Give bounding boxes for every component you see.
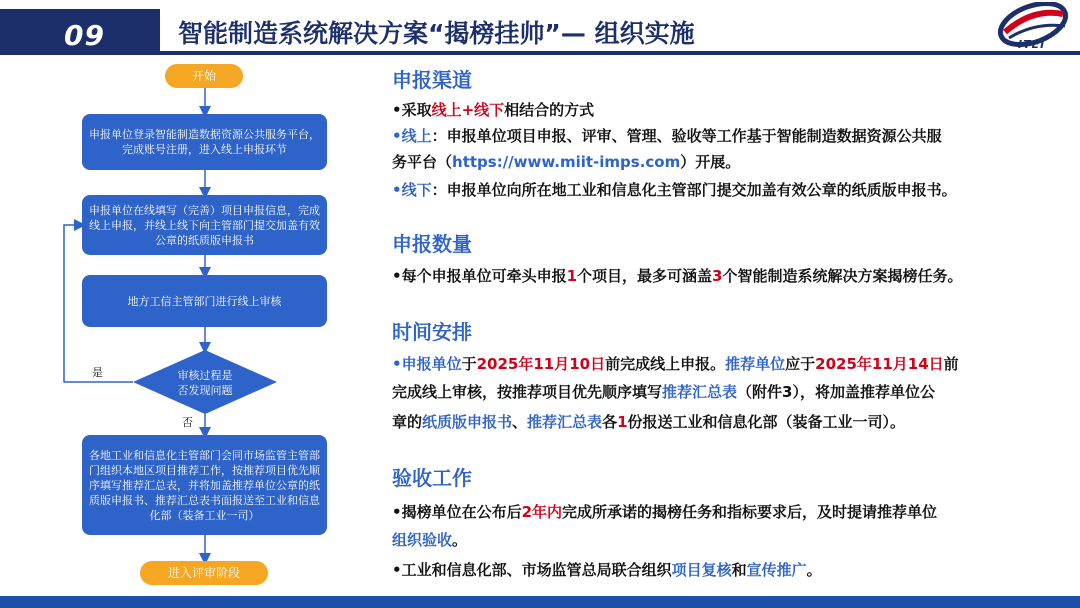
section-heading-schedule: 时间安排 — [392, 320, 472, 344]
highlight-text: 推荐汇总表 — [527, 413, 603, 431]
highlight-text: 推荐单位 — [725, 355, 786, 373]
text-span: 和 — [731, 561, 747, 579]
schedule-line-1 — [392, 352, 959, 377]
channel-line-3 — [392, 150, 740, 175]
text-span: 个智能制造系统解决方案揭榜任务。 — [722, 267, 963, 285]
section-heading-count: 申报数量 — [392, 232, 472, 256]
highlight-text: •线上 — [392, 127, 432, 145]
flow-no-label: 否 — [182, 416, 193, 429]
footer-bar — [0, 596, 1080, 608]
flow-step-recommend — [82, 435, 327, 535]
highlight-text: 组织验收 — [392, 531, 453, 549]
acceptance-line-1 — [392, 500, 937, 525]
flow-yes-label: 是 — [92, 366, 103, 379]
section-number-box — [0, 9, 160, 55]
text-span: ：申报单位项目申报、评审、管理、验收等工作基于智能制造数据资源公共服 — [431, 127, 942, 145]
text-span: 完成线上审核，按推荐项目优先顺序填写 — [392, 383, 663, 401]
text-span: 务平台（ — [392, 153, 453, 171]
process-flowchart — [0, 58, 380, 593]
text-span: 份报送工业和信息化部（装备工业一司）。 — [627, 413, 906, 431]
text-span: •采取 — [392, 101, 432, 119]
text-span: 。 — [452, 531, 468, 549]
text-span: 章的 — [392, 413, 423, 431]
highlight-text: 线上+线下 — [431, 101, 505, 119]
deadline-date: 2025年11月14日 — [815, 355, 944, 373]
flow-step-recommend-text: 各地工业和信息化主管部门会同市场监管主管部门组织本地区项目推荐工作，按推荐项目优先顺序填写推荐汇总表，并将加盖推荐单位公章的纸质版申报书、推荐汇总表书面报送至工业和信息化部（装备工业一司） — [89, 448, 320, 522]
flow-step-register-text: 申报单位登录智能制造数据资源公共服务平台，完成账号注册，进入线上申报环节 — [89, 128, 320, 156]
highlight-text: 纸质版申报书 — [422, 413, 513, 431]
acceptance-line-2 — [392, 528, 467, 553]
section-heading-acceptance: 验收工作 — [392, 466, 472, 490]
section-number: 09 — [64, 19, 105, 52]
flow-decision-line1: 审核过程是 — [177, 369, 233, 382]
text-span: 相结合的方式 — [504, 101, 595, 119]
flow-step-local-review-text: 地方工信主管部门进行线上审核 — [127, 294, 282, 308]
text-span: 应于 — [785, 355, 816, 373]
channel-line-1 — [392, 98, 594, 123]
highlight-text: 1 — [566, 267, 578, 285]
text-span: ）开展。 — [680, 153, 741, 171]
highlight-text: 1 — [617, 413, 628, 431]
channel-line-2 — [392, 124, 942, 149]
section-heading-channel: 申报渠道 — [392, 68, 472, 92]
text-span: •揭榜单位在公布后 — [392, 503, 522, 521]
text-span: 前完成线上申报。 — [605, 355, 726, 373]
text-span: 、 — [512, 413, 528, 431]
flow-decision-line2: 否发现问题 — [177, 384, 233, 397]
platform-url-link[interactable]: https://www.miit-imps.com — [452, 153, 681, 171]
header-divider — [160, 51, 1080, 55]
slide-title: 智能制造系统解决方案“揭榜挂帅”— 组织实施 — [178, 19, 695, 48]
channel-line-4 — [392, 178, 957, 203]
deadline-date: 2025年11月10日 — [476, 355, 606, 373]
flow-step-online-apply-text: 申报单位在线填写（完善）项目申报信息，完成线上申报，并线上线下向主管部门提交加盖有效公章的纸质版申报书 — [89, 203, 320, 247]
flow-step-online-apply — [82, 195, 327, 255]
flow-step-local-review — [82, 275, 327, 327]
highlight-text: 3 — [712, 267, 723, 285]
highlight-text: •线下 — [392, 181, 432, 199]
flow-step-register — [82, 114, 327, 170]
text-span: 前 — [943, 355, 959, 373]
highlight-text: •申报单位 — [392, 355, 462, 373]
text-span: ：申报单位向所在地工业和信息化主管部门提交加盖有效公章的纸质版申报书。 — [431, 181, 957, 199]
text-span: •工业和信息化部、市场监管总局联合组织 — [392, 561, 672, 579]
text-span: 个项目，最多可涵盖 — [577, 267, 713, 285]
slide-header — [0, 0, 1080, 58]
text-span: （附件3），将加盖推荐单位公 — [737, 383, 935, 401]
logo-text: ITEI — [1018, 38, 1046, 51]
highlight-text: 推荐汇总表 — [662, 383, 738, 401]
text-span: 各 — [602, 413, 618, 431]
schedule-line-2 — [392, 380, 935, 405]
text-span: 于 — [461, 355, 477, 373]
text-span: 完成所承诺的揭榜任务和指标要求后，及时提请推荐单位 — [562, 503, 938, 521]
text-span: •每个申报单位可牵头申报 — [392, 267, 567, 285]
schedule-line-3 — [392, 410, 905, 435]
flow-start-node: 开始 — [165, 64, 243, 88]
highlight-text: 项目复核 — [671, 561, 732, 579]
count-line-1 — [392, 264, 963, 289]
highlight-text: 2年内 — [521, 503, 563, 521]
highlight-text: 宣传推广 — [746, 561, 807, 579]
flow-decision-text — [155, 368, 255, 398]
flow-end-node: 进入评审阶段 — [140, 561, 268, 585]
acceptance-line-3 — [392, 558, 822, 583]
text-span: 。 — [806, 561, 822, 579]
